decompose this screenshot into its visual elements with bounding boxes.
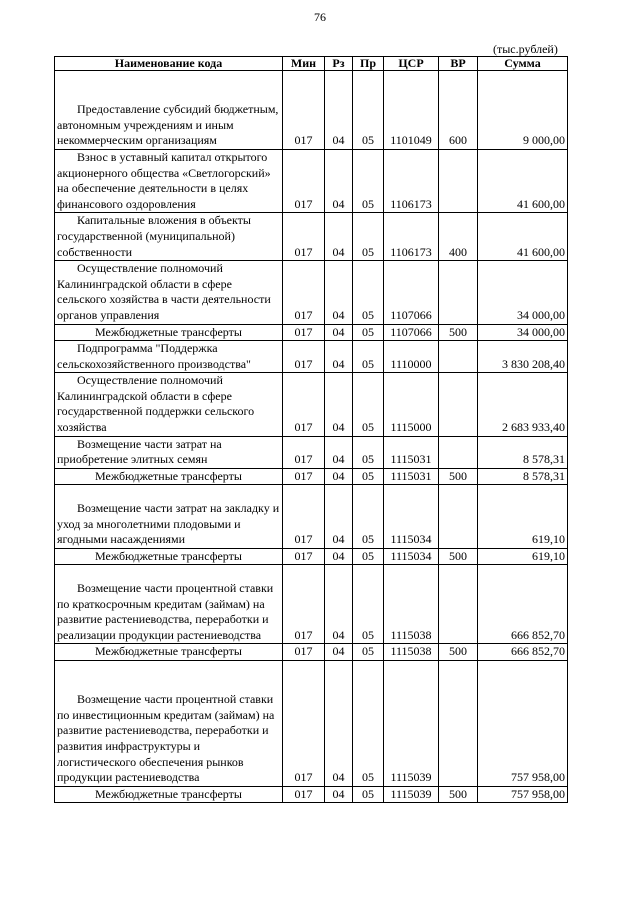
cell-name xyxy=(55,373,283,436)
cell-pr: 05 xyxy=(353,660,384,786)
header-pr: Пр xyxy=(353,57,384,71)
cell-sum: 666 852,70 xyxy=(478,565,568,644)
cell-pr: 05 xyxy=(353,324,384,341)
cell-name xyxy=(55,436,283,468)
cell-pr: 05 xyxy=(353,786,384,803)
cell-rz: 04 xyxy=(325,324,353,341)
cell-min: 017 xyxy=(283,324,325,341)
row-name: Возмещение части процентной ставки по инвестиционным кредитам (займам) на развитие растениеводства, переработки и развития инфраструктуры и логистического обеспечения рынков продукции растениеводства xyxy=(57,692,275,785)
cell-rz: 04 xyxy=(325,373,353,436)
cell-csr: 1106173 xyxy=(384,149,439,212)
page-number: 76 xyxy=(314,10,326,24)
table-row xyxy=(55,213,568,261)
cell-rz: 04 xyxy=(325,149,353,212)
cell-min: 017 xyxy=(283,213,325,261)
cell-min: 017 xyxy=(283,149,325,212)
cell-name xyxy=(55,71,283,150)
cell-rz: 04 xyxy=(325,468,353,485)
cell-vr xyxy=(439,660,478,786)
header-rz: Рз xyxy=(325,57,353,71)
cell-vr xyxy=(439,436,478,468)
cell-min: 017 xyxy=(283,786,325,803)
header-name: Наименование кода xyxy=(55,57,283,71)
cell-sum: 666 852,70 xyxy=(478,644,568,661)
cell-pr: 05 xyxy=(353,548,384,565)
cell-sum: 8 578,31 xyxy=(478,468,568,485)
cell-pr: 05 xyxy=(353,468,384,485)
table-row xyxy=(55,71,568,150)
header-row xyxy=(55,57,568,71)
table-row xyxy=(55,468,568,485)
cell-sum: 8 578,31 xyxy=(478,436,568,468)
cell-name xyxy=(55,341,283,373)
cell-rz: 04 xyxy=(325,548,353,565)
table-row xyxy=(55,786,568,803)
cell-csr: 1115034 xyxy=(384,485,439,548)
row-name: Межбюджетные трансферты xyxy=(95,644,242,659)
cell-name xyxy=(55,660,283,786)
row-name: Капитальные вложения в объекты государственной (муниципальной) собственности xyxy=(57,213,251,259)
header-sum: Сумма xyxy=(478,57,568,71)
cell-csr: 1115031 xyxy=(384,436,439,468)
row-name: Межбюджетные трансферты xyxy=(95,548,242,563)
cell-csr: 1107066 xyxy=(384,261,439,324)
row-name: Межбюджетные трансферты xyxy=(95,786,242,801)
units-label: (тыс.рублей) xyxy=(493,42,558,56)
cell-name xyxy=(55,786,283,803)
row-name: Межбюджетные трансферты xyxy=(95,324,242,339)
cell-vr xyxy=(439,149,478,212)
cell-csr: 1101049 xyxy=(384,71,439,150)
cell-rz: 04 xyxy=(325,660,353,786)
cell-rz: 04 xyxy=(325,71,353,150)
table-row xyxy=(55,644,568,661)
cell-sum: 41 600,00 xyxy=(478,213,568,261)
cell-csr: 1115000 xyxy=(384,373,439,436)
cell-min: 017 xyxy=(283,644,325,661)
cell-csr: 1115031 xyxy=(384,468,439,485)
cell-sum: 757 958,00 xyxy=(478,786,568,803)
table-row xyxy=(55,485,568,548)
cell-vr xyxy=(439,565,478,644)
cell-rz: 04 xyxy=(325,436,353,468)
table-row xyxy=(55,548,568,565)
row-name: Предоставление субсидий бюджетным, автономным учреждениям и иным некоммерческим организациям xyxy=(57,102,279,148)
table-row xyxy=(55,373,568,436)
header-csr: ЦСР xyxy=(384,57,439,71)
cell-vr: 500 xyxy=(439,786,478,803)
cell-csr: 1115038 xyxy=(384,644,439,661)
cell-name xyxy=(55,261,283,324)
cell-min: 017 xyxy=(283,548,325,565)
header-vr: ВР xyxy=(439,57,478,71)
cell-sum: 9 000,00 xyxy=(478,71,568,150)
row-name: Подпрограмма "Поддержка сельскохозяйственного производства" xyxy=(57,341,251,371)
table-row xyxy=(55,261,568,324)
cell-pr: 05 xyxy=(353,213,384,261)
cell-sum: 41 600,00 xyxy=(478,149,568,212)
row-name: Возмещение части процентной ставки по краткосрочным кредитам (займам) на развитие растениеводства, переработки и реализации продукции растениеводства xyxy=(57,581,274,642)
cell-vr xyxy=(439,261,478,324)
cell-rz: 04 xyxy=(325,644,353,661)
cell-vr: 500 xyxy=(439,468,478,485)
cell-min: 017 xyxy=(283,565,325,644)
cell-rz: 04 xyxy=(325,213,353,261)
cell-rz: 04 xyxy=(325,565,353,644)
cell-pr: 05 xyxy=(353,341,384,373)
cell-csr: 1107066 xyxy=(384,324,439,341)
cell-min: 017 xyxy=(283,373,325,436)
cell-csr: 1115038 xyxy=(384,565,439,644)
cell-name xyxy=(55,324,283,341)
table-row xyxy=(55,565,568,644)
cell-min: 017 xyxy=(283,485,325,548)
cell-sum: 757 958,00 xyxy=(478,660,568,786)
cell-pr: 05 xyxy=(353,436,384,468)
cell-pr: 05 xyxy=(353,261,384,324)
cell-name xyxy=(55,149,283,212)
cell-vr: 500 xyxy=(439,324,478,341)
cell-min: 017 xyxy=(283,468,325,485)
cell-sum: 2 683 933,40 xyxy=(478,373,568,436)
row-name: Возмещение части затрат на закладку и уход за многолетними плодовыми и ягодными насаждениями xyxy=(57,501,280,547)
cell-name xyxy=(55,548,283,565)
row-name: Осуществление полномочий Калининградской области в сфере государственной поддержки сельского хозяйства xyxy=(57,373,255,435)
header-min: Мин xyxy=(283,57,325,71)
cell-min: 017 xyxy=(283,261,325,324)
cell-vr xyxy=(439,485,478,548)
cell-min: 017 xyxy=(283,660,325,786)
cell-pr: 05 xyxy=(353,565,384,644)
cell-name xyxy=(55,644,283,661)
cell-vr: 400 xyxy=(439,213,478,261)
budget-table xyxy=(54,56,568,803)
cell-vr: 500 xyxy=(439,644,478,661)
cell-sum: 34 000,00 xyxy=(478,261,568,324)
cell-min: 017 xyxy=(283,436,325,468)
cell-name xyxy=(55,485,283,548)
cell-sum: 619,10 xyxy=(478,548,568,565)
table-row xyxy=(55,149,568,212)
table-row xyxy=(55,324,568,341)
cell-pr: 05 xyxy=(353,644,384,661)
cell-csr: 1110000 xyxy=(384,341,439,373)
cell-vr xyxy=(439,373,478,436)
cell-pr: 05 xyxy=(353,71,384,150)
cell-pr: 05 xyxy=(353,149,384,212)
cell-sum: 34 000,00 xyxy=(478,324,568,341)
table-row xyxy=(55,660,568,786)
cell-rz: 04 xyxy=(325,786,353,803)
cell-csr: 1115039 xyxy=(384,786,439,803)
cell-csr: 1115034 xyxy=(384,548,439,565)
cell-vr: 500 xyxy=(439,548,478,565)
cell-rz: 04 xyxy=(325,485,353,548)
cell-rz: 04 xyxy=(325,341,353,373)
row-name: Взнос в уставный капитал открытого акционерного общества «Светлогорский» на обеспечение деятельности в целях финансового оздоровления xyxy=(57,149,271,211)
cell-sum: 3 830 208,40 xyxy=(478,341,568,373)
row-name: Межбюджетные трансферты xyxy=(95,468,242,483)
cell-vr xyxy=(439,341,478,373)
cell-name xyxy=(55,468,283,485)
cell-name xyxy=(55,565,283,644)
cell-min: 017 xyxy=(283,341,325,373)
cell-sum: 619,10 xyxy=(478,485,568,548)
cell-vr: 600 xyxy=(439,71,478,150)
cell-csr: 1115039 xyxy=(384,660,439,786)
cell-min: 017 xyxy=(283,71,325,150)
cell-pr: 05 xyxy=(353,373,384,436)
row-name: Осуществление полномочий Калининградской области в сфере сельского хозяйства в части деятельности органов управления xyxy=(57,261,271,322)
cell-name xyxy=(55,213,283,261)
row-name: Возмещение части затрат на приобретение элитных семян xyxy=(57,436,222,467)
table-row xyxy=(55,436,568,468)
table-row xyxy=(55,341,568,373)
cell-csr: 1106173 xyxy=(384,213,439,261)
cell-pr: 05 xyxy=(353,485,384,548)
cell-rz: 04 xyxy=(325,261,353,324)
